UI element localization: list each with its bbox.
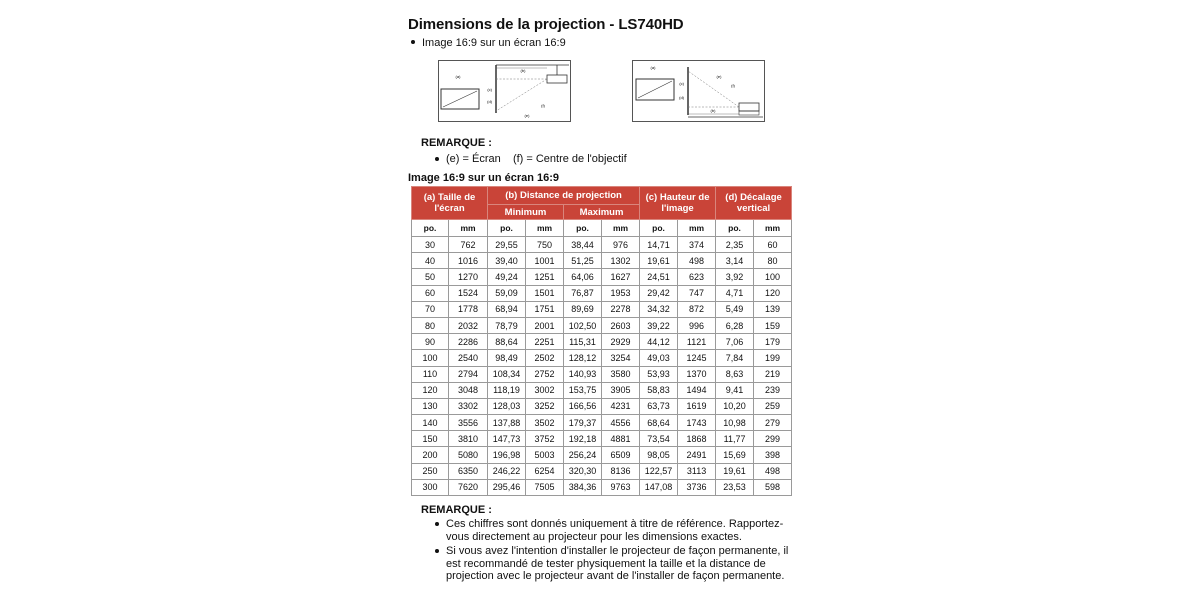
table-cell: 2502 [526,350,564,366]
table-cell: 4556 [602,415,640,431]
table-cell: 78,79 [488,317,526,333]
table-cell: 98,05 [640,447,678,463]
table-cell: 88,64 [488,334,526,350]
table-cell: 15,69 [716,447,754,463]
bullet-dot [435,549,439,553]
table-cell: 40 [412,253,449,269]
table-cell: 140 [412,415,449,431]
table-cell: 3810 [449,431,488,447]
table-cell: 130 [412,398,449,414]
table-cell: 120 [754,285,792,301]
table-cell: 199 [754,350,792,366]
table-row [412,317,792,333]
table-row [412,269,792,285]
table-cell: 295,46 [488,479,526,495]
table-cell: 4,71 [716,285,754,301]
table-row [412,415,792,431]
table-cell: 2929 [602,334,640,350]
table-cell: 1001 [526,253,564,269]
label-a: (a) [650,65,656,70]
table-cell: 24,51 [640,269,678,285]
unit-header: po. [716,220,754,237]
table-cell: 128,03 [488,398,526,414]
table-cell: 60 [412,285,449,301]
table-cell: 3254 [602,350,640,366]
table-cell: 259 [754,398,792,414]
remark-title-2: REMARQUE : [421,504,492,516]
table-cell: 200 [412,447,449,463]
header-projection-distance: (b) Distance de projection [488,187,640,205]
table-row [412,431,792,447]
table-row [412,382,792,398]
table-cell: 14,71 [640,237,678,253]
table-cell: 39,40 [488,253,526,269]
table-cell: 2603 [602,317,640,333]
unit-header: po. [640,220,678,237]
label-f: (f) [541,103,545,108]
table-cell: 3580 [602,366,640,382]
beam-bottom [496,79,547,111]
table-cell: 374 [678,237,716,253]
table-cell: 5,49 [716,301,754,317]
table-cell: 300 [412,479,449,495]
table-cell: 44,12 [640,334,678,350]
table-cell: 115,31 [564,334,602,350]
table-cell: 19,61 [716,463,754,479]
label-c: (c) [487,87,492,92]
unit-header: po. [564,220,602,237]
remark-item-1 [435,518,795,543]
table-cell: 320,30 [564,463,602,479]
table-cell: 11,77 [716,431,754,447]
table-cell: 747 [678,285,716,301]
header-image-height: (c) Hauteur de l'image [640,187,716,220]
table-cell: 53,93 [640,366,678,382]
table-cell: 219 [754,366,792,382]
table-cell: 7505 [526,479,564,495]
table-row [412,366,792,382]
table-cell: 30 [412,237,449,253]
table-row [412,253,792,269]
table-cell: 23,53 [716,479,754,495]
label-f: (f) [731,83,735,88]
table-cell: 1619 [678,398,716,414]
table-cell: 7620 [449,479,488,495]
table-cell: 58,83 [640,382,678,398]
table-cell: 872 [678,301,716,317]
table-cell: 1251 [526,269,564,285]
table-cell: 122,57 [640,463,678,479]
table-cell: 4881 [602,431,640,447]
table-cell: 9,41 [716,382,754,398]
table-cell: 3252 [526,398,564,414]
table-cell: 3556 [449,415,488,431]
table-cell: 2,35 [716,237,754,253]
intro-bullet-text: Image 16:9 sur un écran 16:9 [422,37,566,49]
table-cell: 179 [754,334,792,350]
table-row [412,398,792,414]
table-cell: 110 [412,366,449,382]
table-row [412,350,792,366]
table-cell: 59,09 [488,285,526,301]
remark-item-text: (e) = Écran (f) = Centre de l'objectif [446,153,627,165]
table-cell: 118,19 [488,382,526,398]
label-e: (e) [524,113,530,118]
table-cell: 51,25 [564,253,602,269]
table-cell: 147,08 [640,479,678,495]
bullet-dot [435,157,439,161]
table-cell: 2752 [526,366,564,382]
projection-dimensions-table [411,186,792,496]
table-cell: 2001 [526,317,564,333]
table-cell: 1494 [678,382,716,398]
table-cell: 80 [754,253,792,269]
projection-diagram-floor [632,60,765,122]
table-cell: 1778 [449,301,488,317]
projector-table [739,111,759,115]
table-cell: 9763 [602,479,640,495]
table-cell: 90 [412,334,449,350]
table-cell: 6350 [449,463,488,479]
table-cell: 1743 [678,415,716,431]
table-cell: 1524 [449,285,488,301]
table-cell: 38,44 [564,237,602,253]
bullet-dot [411,40,415,44]
table-cell: 1302 [602,253,640,269]
table-cell: 279 [754,415,792,431]
table-cell: 60 [754,237,792,253]
table-cell: 3736 [678,479,716,495]
table-cell: 2278 [602,301,640,317]
table-cell: 976 [602,237,640,253]
table-cell: 750 [526,237,564,253]
table-cell: 498 [754,463,792,479]
table-cell: 2286 [449,334,488,350]
unit-header: mm [602,220,640,237]
table-cell: 1868 [678,431,716,447]
label-d: (d) [679,95,684,100]
label-d: (d) [487,99,492,104]
table-cell: 239 [754,382,792,398]
table-cell: 246,22 [488,463,526,479]
table-cell: 89,69 [564,301,602,317]
table-cell: 4231 [602,398,640,414]
projector-body [739,103,759,111]
unit-header: po. [412,220,449,237]
table-cell: 6254 [526,463,564,479]
unit-header: mm [526,220,564,237]
table-cell: 250 [412,463,449,479]
table-cell: 120 [412,382,449,398]
table-row [412,334,792,350]
floor-diagram-svg [633,61,764,121]
table-cell: 384,36 [564,479,602,495]
table-cell: 150 [412,431,449,447]
table-cell: 256,24 [564,447,602,463]
table-cell: 49,24 [488,269,526,285]
table-cell: 39,22 [640,317,678,333]
remark-item-2-text: Si vous avez l'intention d'installer le projecteur de façon permanente, il est recommandé de tester physiquement la taille et la distance de projection avec le projecteur avant de l'installer de façon permanente. [446,545,789,582]
intro-bullet [411,37,566,49]
table-cell: 7,84 [716,350,754,366]
units-row [412,220,792,237]
table-cell: 6,28 [716,317,754,333]
label-c: (c) [679,81,684,86]
table-cell: 73,54 [640,431,678,447]
table-cell: 299 [754,431,792,447]
projection-diagram-ceiling [438,60,571,122]
ceiling-diagram-svg [439,61,570,121]
table-cell: 50 [412,269,449,285]
table-cell: 29,42 [640,285,678,301]
table-row [412,285,792,301]
table-cell: 98,49 [488,350,526,366]
table-cell: 192,18 [564,431,602,447]
table-cell: 10,20 [716,398,754,414]
table-cell: 139 [754,301,792,317]
table-cell: 68,64 [640,415,678,431]
label-b: (b) [710,108,716,113]
projector-body [547,75,567,83]
table-cell: 34,32 [640,301,678,317]
table-cell: 49,03 [640,350,678,366]
table-cell: 6509 [602,447,640,463]
label-b: (b) [520,68,526,73]
table-cell: 3113 [678,463,716,479]
page-title: Dimensions de la projection - LS740HD [408,16,684,33]
table-row [412,301,792,317]
header-screen-size: (a) Taille de l'écran [412,187,488,220]
table-cell: 76,87 [564,285,602,301]
unit-header: po. [488,220,526,237]
unit-header: mm [449,220,488,237]
table-cell: 3905 [602,382,640,398]
table-cell: 3502 [526,415,564,431]
table-body [412,237,792,496]
table-cell: 153,75 [564,382,602,398]
remark-item-2 [435,545,795,583]
table-cell: 2032 [449,317,488,333]
table-cell: 1016 [449,253,488,269]
screen-diagonal [638,81,672,98]
table-cell: 3302 [449,398,488,414]
unit-header: mm [754,220,792,237]
table-cell: 1270 [449,269,488,285]
table-cell: 80 [412,317,449,333]
unit-header: mm [678,220,716,237]
table-cell: 5080 [449,447,488,463]
table-cell: 3048 [449,382,488,398]
table-cell: 29,55 [488,237,526,253]
table-cell: 10,98 [716,415,754,431]
table-cell: 1245 [678,350,716,366]
table-cell: 2794 [449,366,488,382]
remark-title: REMARQUE : [421,137,492,149]
table-cell: 1501 [526,285,564,301]
label-a: (a) [455,74,461,79]
remark-item [435,153,795,166]
table-cell: 1953 [602,285,640,301]
table-cell: 64,06 [564,269,602,285]
beam-top [688,71,739,107]
table-cell: 179,37 [564,415,602,431]
table-cell: 159 [754,317,792,333]
table-cell: 623 [678,269,716,285]
table-cell: 2491 [678,447,716,463]
table-cell: 19,61 [640,253,678,269]
table-row [412,463,792,479]
table-cell: 3,14 [716,253,754,269]
table-cell: 166,56 [564,398,602,414]
table-cell: 108,34 [488,366,526,382]
table-cell: 7,06 [716,334,754,350]
table-cell: 3752 [526,431,564,447]
table-title: Image 16:9 sur un écran 16:9 [408,172,560,184]
table-cell: 102,50 [564,317,602,333]
table-cell: 3002 [526,382,564,398]
table-cell: 598 [754,479,792,495]
table-cell: 128,12 [564,350,602,366]
header-maximum: Maximum [564,205,640,220]
table-cell: 996 [678,317,716,333]
table-cell: 762 [449,237,488,253]
table-cell: 1370 [678,366,716,382]
table-cell: 3,92 [716,269,754,285]
header-vertical-offset: (d) Décalage vertical [716,187,792,220]
table-row [412,479,792,495]
table-cell: 100 [412,350,449,366]
table-cell: 8136 [602,463,640,479]
bullet-dot [435,522,439,526]
table-row [412,237,792,253]
table-row [412,447,792,463]
table-cell: 68,94 [488,301,526,317]
table-cell: 70 [412,301,449,317]
table-cell: 5003 [526,447,564,463]
remark-item-1-text: Ces chiffres sont donnés uniquement à titre de référence. Rapportez-vous directement au projecteur pour les dimensions exactes. [446,518,784,543]
table-cell: 100 [754,269,792,285]
table-cell: 196,98 [488,447,526,463]
table-cell: 1751 [526,301,564,317]
table-cell: 63,73 [640,398,678,414]
label-e: (e) [716,74,722,79]
screen-diagonal [443,91,477,107]
table-cell: 137,88 [488,415,526,431]
table-cell: 2540 [449,350,488,366]
table-cell: 2251 [526,334,564,350]
table-cell: 8,63 [716,366,754,382]
header-minimum: Minimum [488,205,564,220]
table-cell: 1121 [678,334,716,350]
table-cell: 1627 [602,269,640,285]
table-cell: 498 [678,253,716,269]
table-cell: 398 [754,447,792,463]
table-cell: 147,73 [488,431,526,447]
table-cell: 140,93 [564,366,602,382]
